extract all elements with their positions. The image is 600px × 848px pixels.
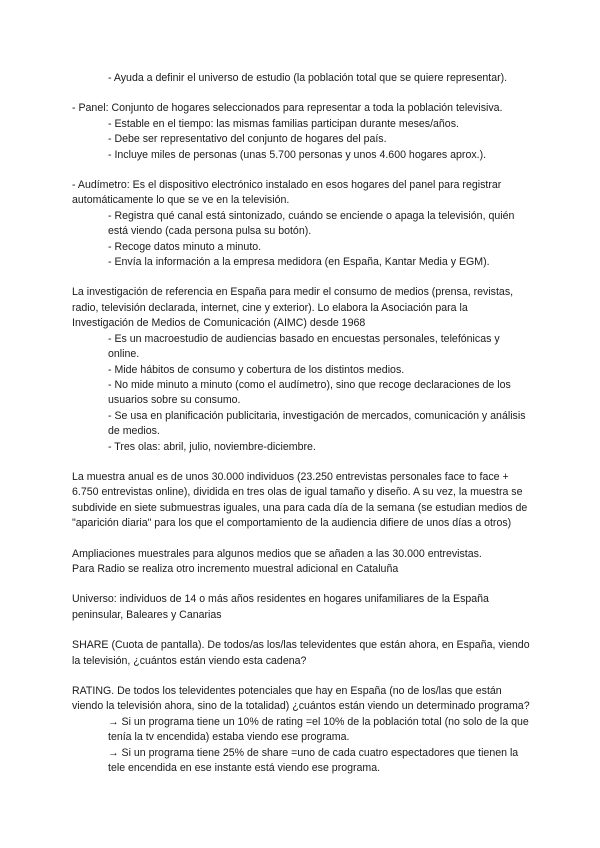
audimetro-bullet: - Envía la información a la empresa medidora (en España, Kantar Media y EGM). [108,256,490,269]
universo-paragraph: Universo: individuos de 14 o más años residentes en hogares unifamiliares de la España peninsular, Baleares y Canarias [72,593,489,621]
egm-paragraph: La investigación de referencia en España para medir el consumo de medios (prensa, revistas, radio, televisión declarada, internet, cine y exterior). Lo elabora la Asociación para la Investigación de Medios de Comunicación (AIMC) desde 1968 [72,286,514,330]
audimetro-definition: - Audímetro: Es el dispositivo electrónico instalado en esos hogares del panel para registrar automáticamente lo que se ve en la televisión. [72,179,502,207]
panel-bullet: - Incluye miles de personas (unas 5.700 personas y unos 4.600 hogares aprox.). [108,148,487,161]
document-page [72,71,532,776]
panel-definition: - Panel: Conjunto de hogares seleccionados para representar a toda la población televisiva. [72,102,503,115]
rating-bullet: → Si un programa tiene 25% de share =uno de cada cuatro espectadores que tienen la tele encendida en ese instante está viendo ese programa. [108,746,519,775]
rating-definition: RATING. De todos los televidentes potenciales que hay en España (no de los/las que están viendo la televisión ahora, sino de la totalidad) ¿cuántos están viendo un determinado programa? [72,685,530,713]
ampliaciones-line: Para Radio se realiza otro incremento muestral adicional en Cataluña [72,562,399,575]
egm-bullet: - Es un macroestudio de audiencias basado en encuestas personales, telefónicas y online. [108,332,500,361]
muestra-paragraph: La muestra anual es de unos 30.000 individuos (23.250 entrevistas personales face to face + 6.750 entrevistas online), dividida en tres olas de igual tamaño y diseño. A su vez, la muestra se subdivide en siete submuestras iguales, una para cada día de la semana (se estudian medios de "aparición diaria" para los que el comportamiento de la audiencia difiere de unos días a otros) [72,470,528,530]
egm-bullet: - Mide hábitos de consumo y cobertura de los distintos medios. [108,363,405,376]
egm-bullet: - No mide minuto a minuto (como el audímetro), sino que recoge declaraciones de los usuarios sobre su consumo. [108,378,511,407]
ampliaciones-line: Ampliaciones muestrales para algunos medios que se añaden a las 30.000 entrevistas. [72,547,482,560]
panel-bullet: - Estable en el tiempo: las mismas familias participan durante meses/años. [108,117,459,130]
panel-bullet: - Debe ser representativo del conjunto de hogares del país. [108,133,387,146]
audimetro-bullet: - Recoge datos minuto a minuto. [108,240,262,253]
egm-bullet: - Se usa en planificación publicitaria, investigación de mercados, comunicación y análisis de medios. [108,409,526,438]
egm-bullet: - Tres olas: abril, julio, noviembre-diciembre. [108,440,316,453]
audimetro-bullet: - Registra qué canal está sintonizado, cuándo se enciende o apaga la televisión, quién está viendo (cada persona pulsa su botón). [108,209,515,238]
rating-bullet: → Si un programa tiene un 10% de rating =el 10% de la población total (no solo de la que tenía la tv encendida) estaba viendo ese programa. [108,715,529,744]
intro-bullet: - Ayuda a definir el universo de estudio (la población total que se quiere representar). [108,72,508,84]
share-paragraph: SHARE (Cuota de pantalla). De todos/as los/las televidentes que están ahora, en España, viendo la televisión, ¿cuántos están viendo esta cadena? [72,639,530,667]
